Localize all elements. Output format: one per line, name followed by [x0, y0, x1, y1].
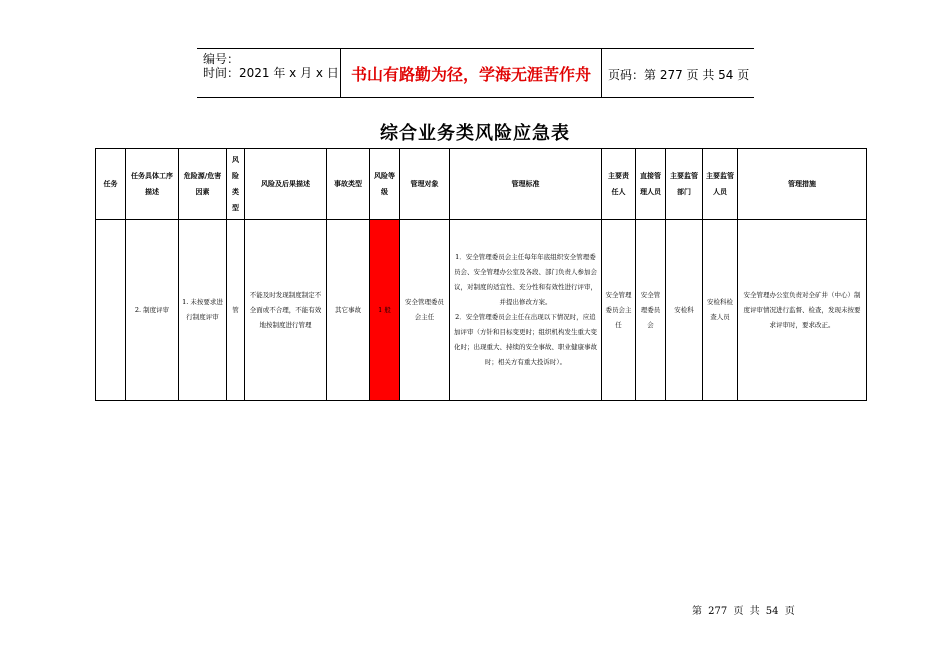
- table-row: [96, 220, 867, 401]
- cell-manage-object: 安全管理委员会主任: [400, 220, 450, 401]
- cell-direct-manager: 安全管理委员会: [636, 220, 666, 401]
- header-standard: 管理标准: [450, 149, 602, 220]
- cell-supervise-dept: 安检科: [666, 220, 703, 401]
- header-risk-desc: 风险及后果描述: [245, 149, 327, 220]
- header-hazard: 危险源/危害因素: [179, 149, 227, 220]
- time-label: 时间：2021 年 x 月 x 日: [203, 66, 339, 80]
- page-footer: 第 277 页 共 54 页: [692, 606, 795, 617]
- cell-risk-type: 管: [227, 220, 245, 401]
- cell-supervisor: 安检科检查人员: [703, 220, 738, 401]
- number-label: 编号：: [203, 52, 240, 66]
- header-risk-level: 风险等级: [370, 149, 400, 220]
- header-risk-type: 风险类型: [227, 149, 245, 220]
- header-meta: [203, 52, 339, 80]
- header-task: 任务: [96, 149, 126, 220]
- header-measures: 管理措施: [738, 149, 867, 220]
- header-supervisor: 主要监管人员: [703, 149, 738, 220]
- standard-item-2: 2．安全管理委员会主任在出现以下情况时，应追加评审（方针和目标变更时；组织机构发生重大变化时；出现重大、持续的安全事故、职业健康事故时；相关方有重大投诉时）。: [454, 313, 597, 366]
- page-title: 综合业务类风险应急表: [380, 123, 570, 144]
- page-label: 页码：第 277 页 共 54 页: [608, 68, 750, 82]
- header-manage-object: 管理对象: [400, 149, 450, 220]
- header-responsible: 主要责任人: [602, 149, 636, 220]
- cell-risk-desc: 不能及时发现制度制定不全面或不合理，不能有效地按制度进行管理: [245, 220, 327, 401]
- cell-measures: 安全管理办公室负责对全矿井（中心）制度评审情况进行监督、检查，发现未按要求评审时，要求改正。: [738, 220, 867, 401]
- cell-procedure: 2. 制度评审: [126, 220, 179, 401]
- header-procedure: 任务具体工序描述: [126, 149, 179, 220]
- risk-table: [95, 148, 867, 401]
- page-header: [197, 48, 754, 98]
- cell-standard: [450, 220, 602, 401]
- cell-hazard: 1. 未按要求进行制度评审: [179, 220, 227, 401]
- cell-risk-level: 1 般: [370, 220, 400, 401]
- standard-item-1: 1．安全管理委员会主任每年年底组织安全管理委员会、安全管理办公室及各段、部门负责人参加会议，对制度的适宜性、充分性和有效性进行评审，并提出修改方案。: [454, 253, 597, 306]
- header-accident-type: 事故类型: [327, 149, 370, 220]
- motto: 书山有路勤为径，学海无涯苦作舟: [340, 49, 602, 97]
- cell-task: [96, 220, 126, 401]
- cell-accident-type: 其它事故: [327, 220, 370, 401]
- header-direct-manager: 直接管理人员: [636, 149, 666, 220]
- header-supervise-dept: 主要监管部门: [666, 149, 703, 220]
- table-header-row: [96, 149, 867, 220]
- cell-responsible: 安全管理委员会主任: [602, 220, 636, 401]
